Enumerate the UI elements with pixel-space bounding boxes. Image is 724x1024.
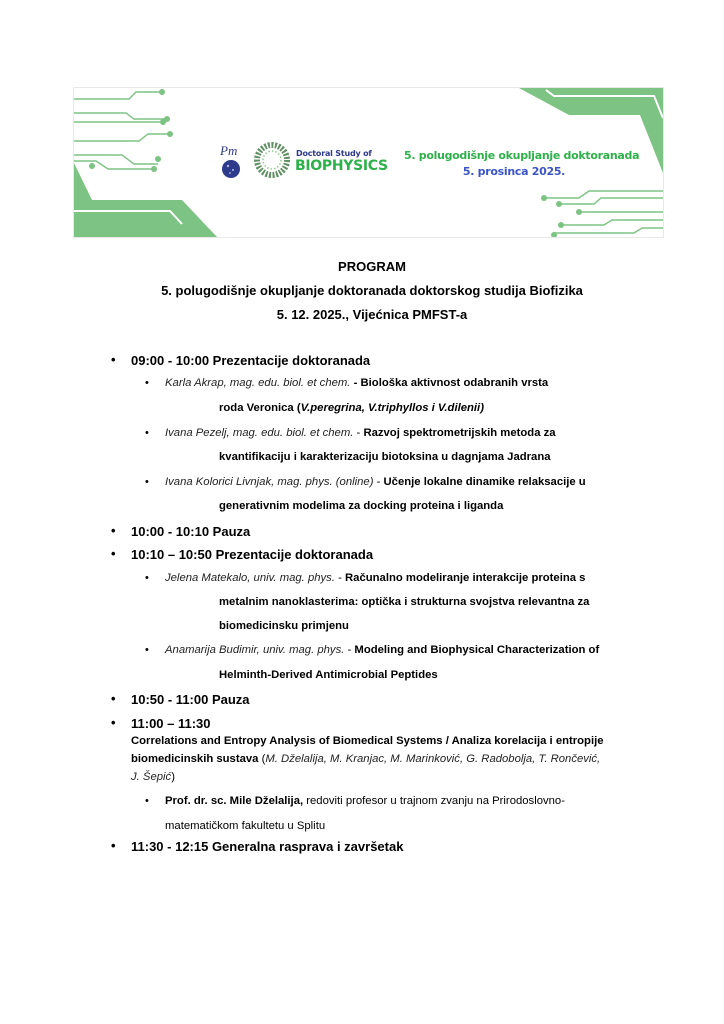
pmf-logo-icon <box>220 143 242 183</box>
talk-entry <box>165 572 585 584</box>
bullet-icon: • <box>145 572 149 584</box>
session-time-title: 10:10 – 10:50 Prezentacije doktoranada <box>131 547 374 562</box>
talk-title-continued: Helminth-Derived Antimicrobial Peptides <box>219 669 438 681</box>
separator: - <box>334 572 346 584</box>
talk-title-part: roda Veronica ( <box>219 402 301 414</box>
lecture-authors-continued <box>131 771 175 783</box>
session-time-title: 10:50 - 11:00 Pauza <box>131 692 250 707</box>
talk-title: Modeling and Biophysical Characterization of <box>354 644 600 656</box>
separator: - <box>350 377 361 389</box>
lecture-authors-part: J. Šepić <box>131 771 172 783</box>
lecture-title: Correlations and Entropy Analysis of Biomedical Systems / Analiza korelacija i entropije <box>131 735 604 747</box>
lecture-authors: M. Dželalija, M. Kranjac, M. Marinković, G. Radobolja, T. Rončević, <box>265 753 601 765</box>
speaker-name: Karla Akrap, mag. edu. biol. et chem. <box>165 377 351 389</box>
bullet-icon: • <box>111 715 116 730</box>
separator: - <box>353 427 364 439</box>
bullet-icon: • <box>145 644 149 656</box>
speaker-name: Anamarija Budimir, univ. mag. phys. <box>165 644 345 656</box>
talk-title: Biološka aktivnost odabranih vrsta <box>360 377 549 389</box>
biophysics-ring-logo-icon <box>252 140 292 180</box>
session-time-title: 11:00 – 11:30 <box>131 716 211 731</box>
paren: ( <box>258 753 266 765</box>
lecture-title-part: biomedicinskih sustava <box>131 753 259 765</box>
svg-text:Pm: Pm <box>220 143 238 158</box>
lecturer-entry <box>165 795 565 807</box>
bullet-icon: • <box>145 795 149 807</box>
talk-title-species: V.peregrina, V.triphyllos i V.dilenii) <box>300 402 484 414</box>
header-banner <box>73 87 664 238</box>
separator: - <box>373 476 384 488</box>
page-subtitle: 5. polugodišnje okupljanje doktoranada doktorskog studija Biofizika <box>161 283 583 298</box>
lecturer-description: redoviti profesor u trajnom zvanju na Prirodoslovno- <box>303 795 565 807</box>
event-date: 5. prosinca 2025. <box>462 165 566 178</box>
session-time-title: 11:30 - 12:15 Generalna rasprava i završetak <box>131 839 404 854</box>
bullet-icon: • <box>111 523 116 538</box>
talk-entry <box>165 644 599 656</box>
talk-title-continued: biomedicinsku primjenu <box>219 620 349 632</box>
lecture-title-continued <box>131 753 600 765</box>
speaker-name: Ivana Kolorici Livnjak, mag. phys. (online) <box>165 476 374 488</box>
lecturer-name: Prof. dr. sc. Mile Dželalija, <box>165 795 304 807</box>
talk-title: Učenje lokalne dinamike relaksacije u <box>383 476 586 488</box>
speaker-name: Ivana Pezelj, mag. edu. biol. et chem. <box>165 427 354 439</box>
talk-title-continued: metalnim nanoklasterima: optička i strukturna svojstva relevantna za <box>219 596 590 608</box>
speaker-name: Jelena Matekalo, univ. mag. phys. <box>165 572 335 584</box>
talk-title-continued: generativnim modelima za docking proteina i liganda <box>219 500 504 512</box>
session-time-title: 09:00 - 10:00 Prezentacije doktoranada <box>131 353 371 368</box>
bullet-icon: • <box>111 691 116 706</box>
bullet-icon: • <box>145 427 149 439</box>
talk-title-continued <box>219 402 484 414</box>
bullet-icon: • <box>111 838 116 853</box>
paren: ) <box>171 771 175 783</box>
brand-title: BIOPHYSICS <box>295 158 388 174</box>
bullet-icon: • <box>145 377 149 389</box>
session-time-title: 10:00 - 10:10 Pauza <box>131 524 251 539</box>
event-title: 5. polugodišnje okupljanje doktoranada <box>404 149 640 162</box>
talk-title: Razvoj spektrometrijskih metoda za <box>363 427 556 439</box>
talk-title: Računalno modeliranje interakcije proteina s <box>345 572 586 584</box>
talk-entry <box>165 476 586 488</box>
talk-entry <box>165 427 556 439</box>
talk-title-continued: kvantifikaciju i karakterizaciju biotoksina u dagnjama Jadrana <box>219 451 551 463</box>
bullet-icon: • <box>111 546 116 561</box>
talk-entry <box>165 377 548 389</box>
page-title: PROGRAM <box>338 259 406 274</box>
date-place: 5. 12. 2025., Vijećnica PMFST-a <box>276 307 468 322</box>
bullet-icon: • <box>145 476 149 488</box>
lecturer-description-continued: matematičkom fakultetu u Splitu <box>165 820 326 832</box>
brand-subtitle: Doctoral Study of <box>296 149 372 158</box>
bullet-icon: • <box>111 352 116 367</box>
separator: - <box>344 644 355 656</box>
